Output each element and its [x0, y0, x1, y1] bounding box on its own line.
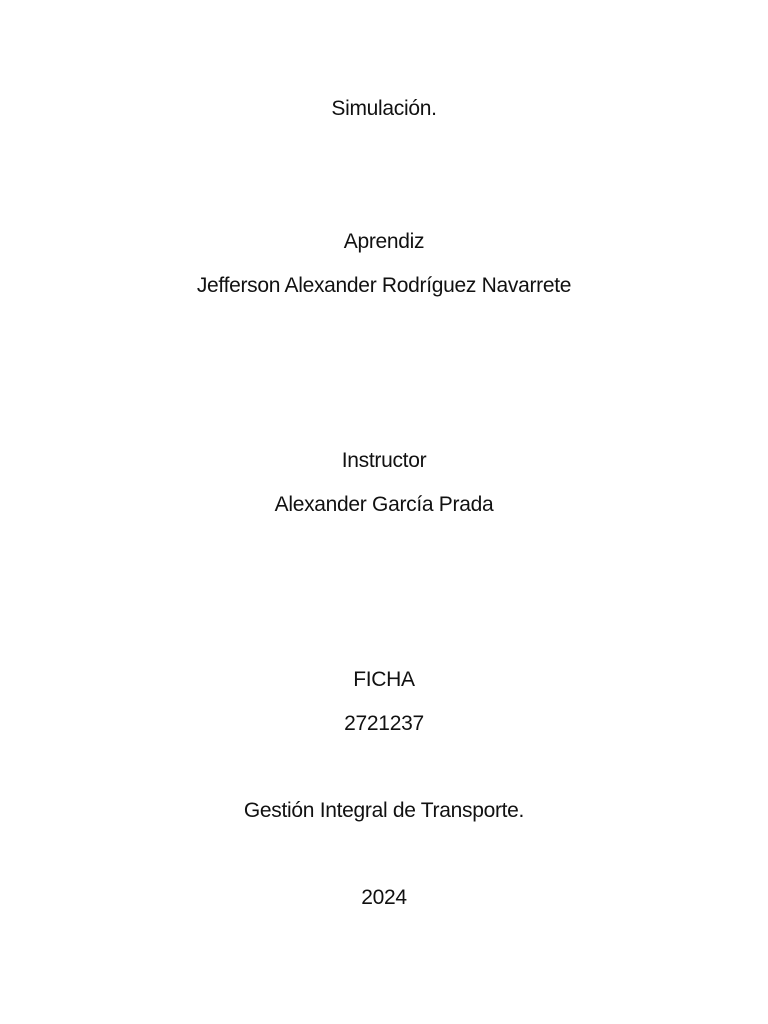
- apprentice-name: Jefferson Alexander Rodríguez Navarrete: [196, 274, 572, 297]
- program-name: Gestión Integral de Transporte.: [243, 799, 525, 822]
- ficha-number: 2721237: [344, 712, 424, 735]
- apprentice-heading: Aprendiz: [343, 230, 425, 253]
- instructor-heading: Instructor: [341, 449, 427, 472]
- document-year: 2024: [361, 886, 407, 909]
- ficha-heading: FICHA: [353, 668, 415, 691]
- instructor-name: Alexander García Prada: [274, 493, 494, 516]
- document-title: Simulación.: [331, 97, 437, 120]
